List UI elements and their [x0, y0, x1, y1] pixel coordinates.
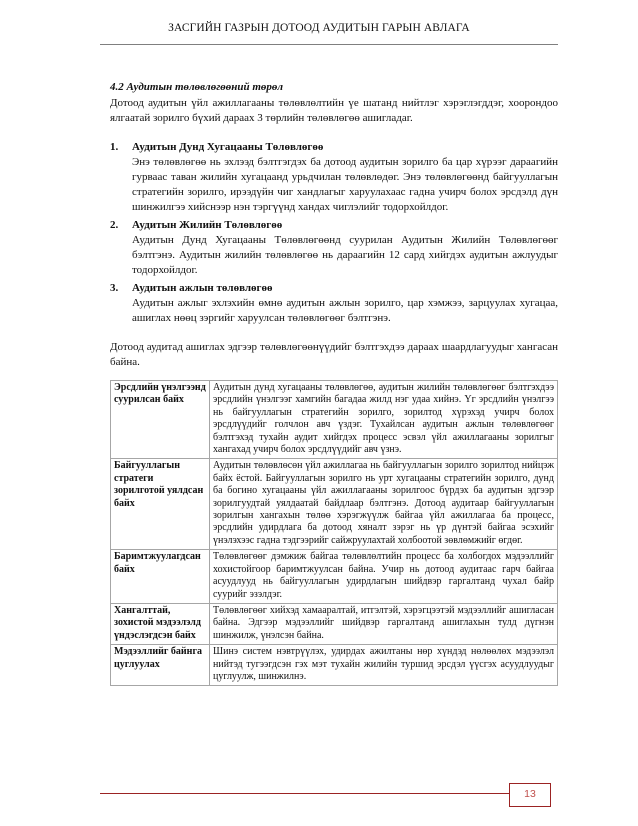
list-item-text: Энэ төлөвлөгөө нь эхлээд бэлтгэгдэх ба дотоод аудитын зорилго ба цар хүрээг дараагийн гурваас таван жилийн хугацаанд урьдчилан төлөвлөдөг. Энэ төлөвлөгөөнд байгууллагын стратегийн зорилго, ирээдүйн чиг хандлагыг харуулахаас гадна учирч болох эрсдэлд дүн шинжилгээ хийснээр нэн тэргүүнд хандах чиглэлийг тодорхойлдог. — [132, 156, 558, 213]
plan-type-list — [110, 140, 558, 326]
list-item — [110, 281, 558, 326]
table-cell-text: Аудитын төлөвлөсөн үйл ажиллагаа нь байгууллагын зорилго зорилтод нийцэж байх ёстой. Байгууллагын зорилго нь урт хугацааны стратегийн зорилго, дунд ба богино хугацааны үйл ажиллагааны зорилгоос бүрдэх ба аудитын эдгээр зорилгуудтай уялдаатай байдлаар бэлтгэнэ. Дотоод аудитаар байгууллагын зорилгын хангахын төлөө хэрэгжүүлж байгаа үйл ажиллагаа ба процесс, эрсдлийн удирдлага ба дотоод хяналт зэрэг нь үр дүнтэй байгаа эсэхийг үнэлэхээс гадна тэдгээрийг сайжруулахтай холбоотой зөвлөмжийг өгдөг. — [210, 459, 558, 550]
table-row — [111, 459, 558, 550]
list-item-heading: Аудитын ажлын төлөвлөгөө — [132, 282, 273, 294]
table-cell-label: Баримтжуулагдсан байх — [111, 550, 210, 604]
table-row — [111, 381, 558, 459]
requirements-table — [110, 380, 558, 686]
table-cell-text: Төлөвлөгөөг хийхэд хамааралтай, итгэлтэй, хэрэгцээтэй мэдээллийг ашигласан байна. Эдгээр мэдээллийг шийдвэр гаргалтанд ашиглахын тулд дүгнэн шинжилж, үнэлсэн байна. — [210, 603, 558, 644]
table-row — [111, 603, 558, 644]
table-cell-text: Шинэ систем нэвтрүүлэх, удирдах ажилтаны нөр хүндэд нөлөөлөх мэдээлэл нийтэд тугээгдсэн гэх мэт тухайн жилийн туршид эрсдэл үүсгэх асуудлуудыг цуглуулж, шинжилнэ. — [210, 645, 558, 686]
section-title: 4.2 Аудитын төлөвлөгөөний төрөл — [110, 81, 284, 93]
list-item-number: 1. — [110, 141, 119, 153]
closing-paragraph: Дотоод аудитад ашиглах эдгээр төлөвлөгөөнүүдийг бэлтгэхдээ дараах шаардлагуудыг хангасан байна. — [110, 341, 558, 368]
list-item-heading: Аудитын Дунд Хугацааны Төлөвлөгөө — [132, 141, 324, 153]
page-number: 13 — [524, 788, 536, 800]
table-cell-text: Төлөвлөгөөг дэмжиж байгаа төлөвлөлтийн процесс ба холбогдох мэдээллийг хохистойгоор баримтжуулсан байна. Учир нь дотоод аудитаас гарч байгаа асуудлууд нь байгууллагын удирдлагын шийдвэр гаргалтанд чухал байр суурийг эзэлдэг. — [210, 550, 558, 604]
footer-divider — [100, 793, 509, 794]
list-item-text: Аудитын Дунд Хугацааны Төлөвлөгөөнд суурилан Аудитын Жилийн Төлөвлөгөөг бэлтгэнэ. Аудитын жилийн төлөвлөгөө нь дараагийн 12 сард хийгдэх аудитын ажлуудыг тодорхойлдог. — [132, 234, 558, 276]
page-content — [110, 80, 558, 686]
list-item — [110, 218, 558, 278]
list-item-number: 3. — [110, 282, 119, 294]
list-item-text: Аудитын ажлыг эхлэхийн өмнө аудитын ажлын зорилго, цар хэмжээ, зарцуулах хугацаа, ашиглах нөөц зэргийг харуулсан төлөвлөгөөг бэлтгэнэ. — [132, 297, 558, 324]
table-cell-label: Эрсдлийн үнэлгээнд суурилсан байх — [111, 381, 210, 459]
list-item-number: 2. — [110, 219, 119, 231]
table-cell-text: Аудитын дунд хугацааны төлөвлөгөө, аудитын жилийн төлөвлөгөөг бэлтгэхдээ эрсдлийн үнэлгээг хамгийн багадаа жилд нэг удаа хийнэ. Үг эрсдлийн үнэлгээ нь байгууллагын стратегийн зорилго, зорилтод хүрэхэд учирч болох эрсдлүүдийг голчлон авч үздэг. Тухайлсан аудитын ажлын төлөвлөгөөг бэлтгэхэд тухайн аудит хийгдэх процесс эсвэл үйл ажиллагааны зорилгыг хангахад учирч болох эрсдлүүдийг авч үзнэ. — [210, 381, 558, 459]
table-row — [111, 645, 558, 686]
section-intro: Дотоод аудитын үйл ажиллагааны төлөвлөлтийн үе шатанд нийтлэг хэрэглэгддэг, хоорондоо ялгаатай зорилго бүхий дараах 3 төрлийн төлөвлөгөө ашигладаг. — [110, 97, 558, 124]
table-cell-label: Хангалттай, зохистой мэдээлэлд үндэслэгдсэн байх — [111, 603, 210, 644]
table-cell-label: Байгууллагын стратеги зорилготой уялдсан байх — [111, 459, 210, 550]
table-cell-label: Мэдээллийг байнга цуглуулах — [111, 645, 210, 686]
header-divider — [100, 44, 558, 45]
list-item — [110, 140, 558, 215]
table-row — [111, 550, 558, 604]
list-item-heading: Аудитын Жилийн Төлөвлөгөө — [132, 219, 283, 231]
page-header-title: ЗАСГИЙН ГАЗРЫН ДОТООД АУДИТЫН ГАРЫН АВЛАГА — [168, 22, 470, 34]
